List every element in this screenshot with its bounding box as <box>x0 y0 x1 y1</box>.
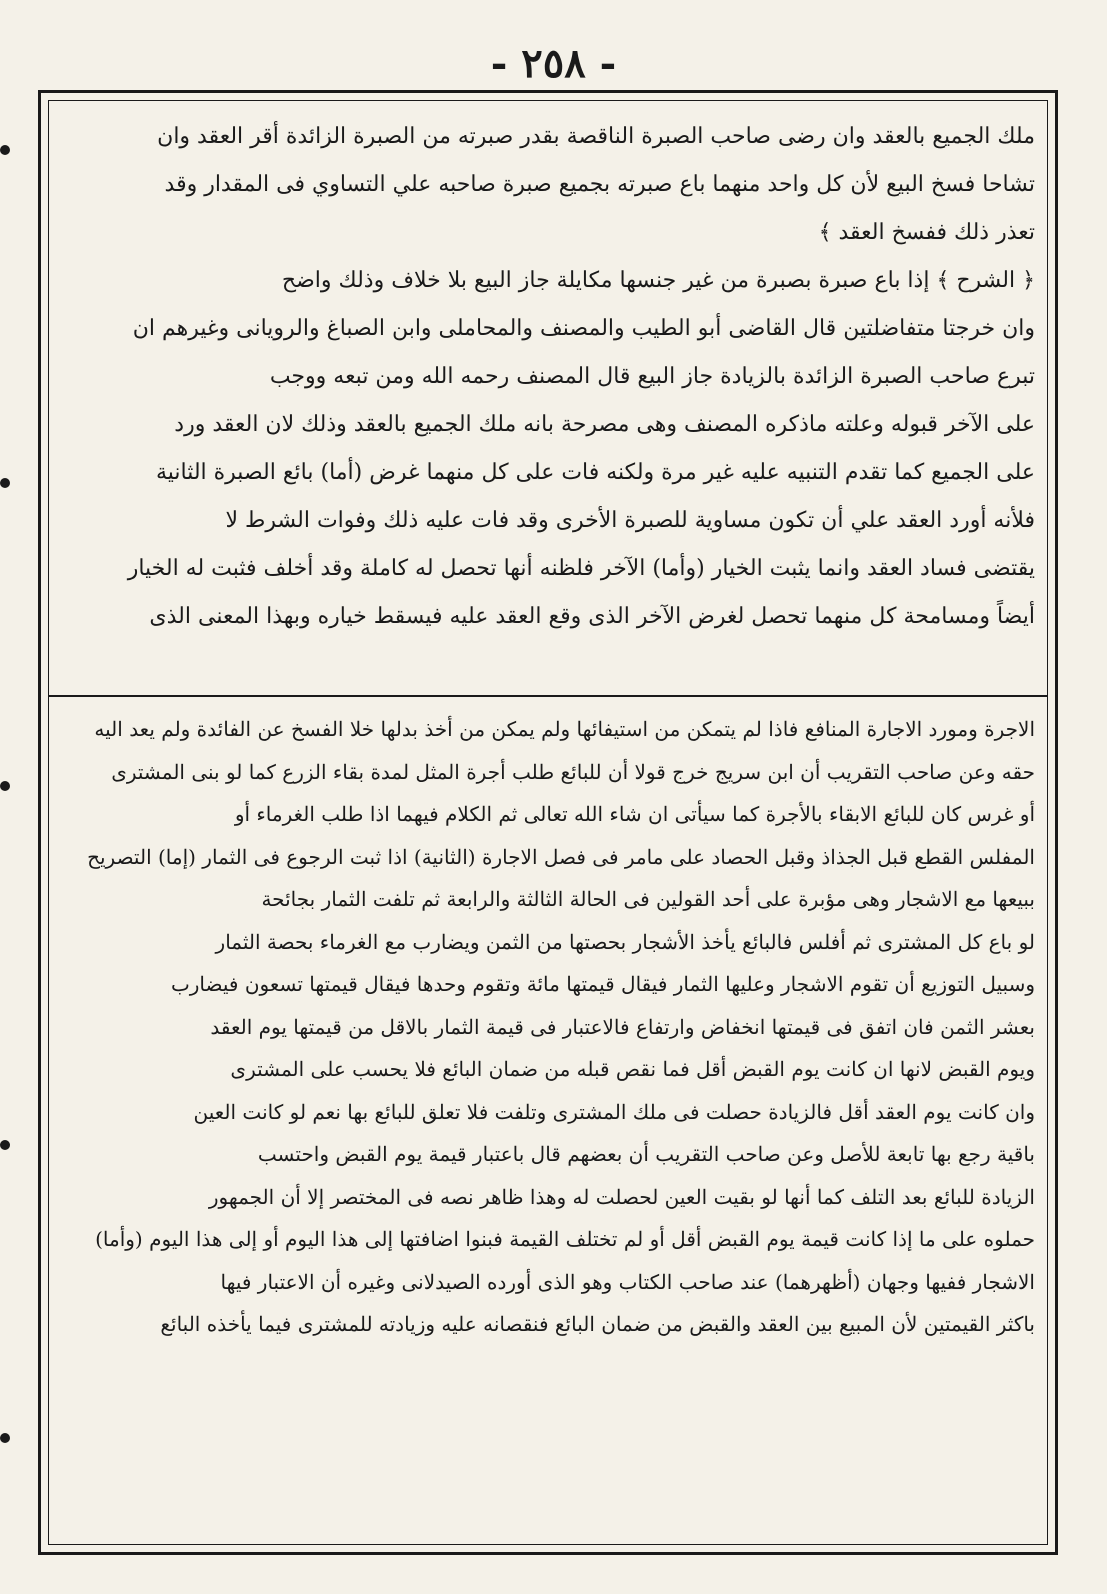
section-divider <box>48 695 1048 697</box>
hashiya-section <box>61 708 1035 1538</box>
matn-line: أيضاً ومسامحة كل منهما تحصل لغرض الآخر الذى وقع العقد عليه فيسقط خياره وبهذا المعنى الذى <box>149 604 1035 629</box>
margin-mark-2 <box>0 478 10 488</box>
matn-line: وان خرجتا متفاضلتين قال القاضى أبو الطيب والمصنف والمحاملى وابن الصباغ والرويانى وغيرهم ان <box>132 316 1035 341</box>
hashiya-line: وسبيل التوزيع أن تقوم الاشجار وعليها الثمار فيقال قيمتها مائة وتقوم وحدها فيقال قيمتها تسعون فيضارب <box>170 972 1035 996</box>
hashiya-line: باكثر القيمتين لأن المبيع بين العقد والقبض من ضمان البائع فنقصانه عليه وزيادته للمشترى فيما يأخذه البائع <box>160 1312 1035 1336</box>
margin-mark-4 <box>0 1140 10 1150</box>
matn-section <box>61 113 1035 693</box>
margin-mark-3 <box>0 781 10 791</box>
hashiya-line: الزيادة للبائع بعد التلف كما أنها لو بقيت العين لحصلت له وهذا ظاهر نصه فى المختصر إلا أن الجمهور <box>208 1184 1035 1209</box>
matn-line: تعذر ذلك ففسخ العقد ﴾ <box>818 220 1035 245</box>
page-number: - ٢٥٨ - <box>490 40 617 87</box>
hashiya-line: وان كانت يوم العقد أقل فالزيادة حصلت فى ملك المشترى وتلفت فلا تعلق للبائع بها نعم لو كانت العين <box>193 1099 1035 1124</box>
hashiya-line: لو باع كل المشترى ثم أفلس فالبائع يأخذ الأشجار بحصتها من الثمن ويضارب مع الغرماء بحصة الثمار <box>215 929 1035 954</box>
matn-line: ﴿ الشرح ﴾ إذا باع صبرة بصبرة من غير جنسها مكايلة جاز البيع بلا خلاف وذلك واضح <box>281 268 1035 293</box>
page-frame <box>38 90 1058 1555</box>
hashiya-line: أو غرس كان للبائع الابقاء بالأجرة كما سيأتى ان شاء الله تعالى ثم الكلام فيهما اذا طلب الغرماء أو <box>234 802 1035 826</box>
margin-mark-1 <box>0 145 10 155</box>
margin-mark-5 <box>0 1433 10 1443</box>
hashiya-line: حملوه على ما إذا كانت قيمة يوم القبض أقل أو لم تختلف القيمة فبنوا اضافتها إلى هذا اليوم أو إلى هذا اليوم (وأما) <box>95 1227 1035 1251</box>
matn-line: تبرع صاحب الصبرة الزائدة بالزيادة جاز البيع قال المصنف رحمه الله ومن تبعه ووجب <box>269 364 1035 389</box>
hashiya-line: ويوم القبض لانها ان كانت يوم القبض أقل فما نقص قبله من ضمان البائع فلا يحسب على المشترى <box>230 1057 1035 1081</box>
matn-line: تشاحا فسخ البيع لأن كل واحد منهما باع صبرته بجميع صبرة صاحبه علي التساوي فى المقدار وقد <box>164 172 1035 197</box>
hashiya-line: الاجرة ومورد الاجارة المنافع فاذا لم يتمكن من استيفائها ولم يمكن من أخذ بدلها خلا الفسخ عن الفائدة ولم يعد اليه <box>94 717 1035 741</box>
matn-line: يقتضى فساد العقد وانما يثبت الخيار (وأما) الآخر فلظنه أنها تحصل له كاملة وقد أخلف فثبت له الخيار <box>127 556 1035 581</box>
hashiya-line: المفلس القطع قبل الجذاذ وقبل الحصاد على مامر فى فصل الاجارة (الثانية) اذا ثبت الرجوع فى الثمار (إما) التصريح <box>87 844 1035 869</box>
matn-line: على الآخر قبوله وعلته ماذكره المصنف وهى مصرحة بانه ملك الجميع بالعقد وذلك لان العقد ورد <box>174 412 1035 437</box>
hashiya-line: باقية رجع بها تابعة للأصل وعن صاحب التقريب أن بعضهم قال باعتبار قيمة يوم القبض واحتسب <box>257 1142 1035 1166</box>
matn-line: ملك الجميع بالعقد وان رضى صاحب الصبرة الناقصة بقدر صبرته من الصبرة الزائدة أقر العقد وان <box>157 124 1035 149</box>
hashiya-line: حقه وعن صاحب التقريب أن ابن سريج خرج قولا أن للبائع طلب أجرة المثل لمدة بقاء الزرع كما لو بنى المشترى <box>111 759 1035 784</box>
matn-line: فلأنه أورد العقد علي أن تكون مساوية للصبرة الأخرى وقد فات عليه ذلك وفوات الشرط لا <box>225 508 1035 533</box>
matn-line: على الجميع كما تقدم التنبيه عليه غير مرة ولكنه فات على كل منهما غرض (أما) بائع الصبرة الثانية <box>155 460 1035 485</box>
hashiya-line: ببيعها مع الاشجار وهى مؤبرة على أحد القولين فى الحالة الثالثة والرابعة ثم تلفت الثمار بجائحة <box>261 887 1035 911</box>
hashiya-line: بعشر الثمن فان اتفق فى قيمتها انخفاض وارتفاع فالاعتبار فى قيمة الثمار بالاقل من قيمتها يوم العقد <box>210 1014 1035 1039</box>
hashiya-line: الاشجار ففيها وجهان (أظهرهما) عند صاحب الكتاب وهو الذى أورده الصيدلانى وغيره أن الاعتبار فيها <box>220 1269 1035 1294</box>
